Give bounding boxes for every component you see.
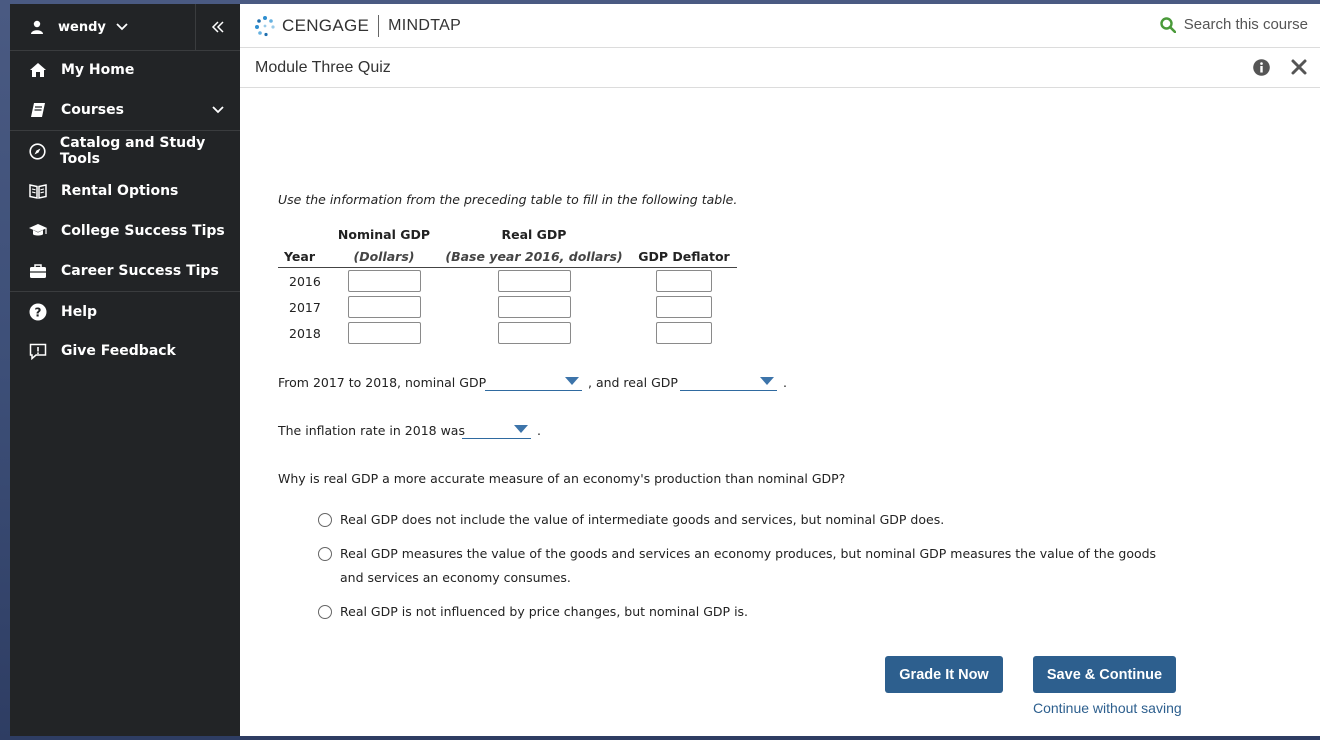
sidebar-item-label: Catalog and Study Tools xyxy=(59,135,206,167)
sidebar-item-career-tips[interactable] xyxy=(10,251,240,291)
option-label-3[interactable]: Real GDP is not influenced by price changes, but nominal GDP is. xyxy=(340,604,749,619)
user-name: wendy xyxy=(58,19,106,35)
close-icon[interactable] xyxy=(1290,58,1308,80)
table-header-rule xyxy=(278,267,737,268)
question-real-vs-nominal: Why is real GDP a more accurate measure of an economy's production than nominal GDP? xyxy=(278,471,846,486)
product-name: MINDTAP xyxy=(388,17,462,34)
option-radio-2[interactable] xyxy=(318,547,332,561)
info-icon[interactable] xyxy=(1253,59,1270,80)
year-label: 2017 xyxy=(289,300,321,315)
dropdown-arrow-icon xyxy=(565,377,579,385)
sidebar-item-label: Help xyxy=(61,304,98,320)
sidebar xyxy=(10,4,240,736)
sidebar-item-feedback[interactable] xyxy=(10,331,240,371)
question-nominal-prefix: From 2017 to 2018, nominal GDP xyxy=(278,375,487,390)
dropdown-arrow-icon xyxy=(760,377,774,385)
cengage-dots-icon xyxy=(254,15,276,37)
question-suffix: . xyxy=(537,423,541,438)
nominal-gdp-change-dropdown[interactable] xyxy=(485,373,582,391)
instruction-text: Use the information from the preceding table to fill in the following table. xyxy=(278,192,738,207)
dropdown-arrow-icon xyxy=(514,425,528,433)
header-nominal-sub: (Dollars) xyxy=(353,249,415,264)
nominal-gdp-2018-input[interactable] xyxy=(348,322,421,344)
header-real-sub: (Base year 2016, dollars) xyxy=(445,249,623,264)
brand-name: CENGAGE xyxy=(282,16,370,35)
gdp-deflator-2018-input[interactable] xyxy=(656,322,712,344)
header-nominal-gdp: Nominal GDP xyxy=(337,227,431,242)
gdp-deflator-2016-input[interactable] xyxy=(656,270,712,292)
sidebar-item-label: Career Success Tips xyxy=(61,263,219,279)
nominal-gdp-2016-input[interactable] xyxy=(348,270,421,292)
sidebar-item-label: College Success Tips xyxy=(61,223,225,239)
sidebar-item-label: Give Feedback xyxy=(61,343,176,359)
svg-text:?: ? xyxy=(34,305,42,320)
user-icon xyxy=(30,20,44,34)
help-icon xyxy=(28,303,48,321)
sidebar-item-college-tips[interactable] xyxy=(10,211,240,251)
sidebar-item-label: Courses xyxy=(61,102,124,118)
brand-divider xyxy=(378,15,379,37)
sidebar-item-label: My Home xyxy=(61,62,135,78)
real-gdp-2017-input[interactable] xyxy=(498,296,571,318)
collapse-sidebar-button[interactable] xyxy=(196,4,240,50)
year-label: 2016 xyxy=(289,274,321,289)
search-label: Search this course xyxy=(1183,16,1308,33)
chevron-down-icon xyxy=(212,102,224,118)
quiz-content xyxy=(240,88,1320,736)
search-icon xyxy=(1160,17,1176,33)
continue-without-saving-link[interactable]: Continue without saving xyxy=(1033,700,1182,716)
double-chevron-left-icon xyxy=(211,21,225,33)
real-gdp-2016-input[interactable] xyxy=(498,270,571,292)
sidebar-item-help[interactable] xyxy=(10,292,240,332)
graduation-cap-icon xyxy=(28,222,48,240)
cengage-logo[interactable] xyxy=(254,14,461,38)
book-icon xyxy=(28,101,48,119)
sidebar-item-my-home[interactable] xyxy=(10,50,240,90)
sidebar-item-label: Rental Options xyxy=(61,183,179,199)
option-label-2[interactable]: Real GDP measures the value of the goods and services an economy produces, but nominal GDP measures the value of the goods and services an economy consumes. xyxy=(340,546,1157,585)
header-year: Year xyxy=(284,249,315,264)
question-real-middle: , and real GDP xyxy=(588,375,678,390)
question-suffix: . xyxy=(783,375,787,390)
sidebar-item-rental[interactable] xyxy=(10,171,240,211)
year-label: 2018 xyxy=(289,326,321,341)
option-label-1[interactable]: Real GDP does not include the value of intermediate goods and services, but nominal GDP does. xyxy=(340,512,945,527)
option-radio-3[interactable] xyxy=(318,605,332,619)
header-real-gdp: Real GDP xyxy=(501,227,567,242)
briefcase-icon xyxy=(28,262,48,280)
question-inflation-prefix: The inflation rate in 2018 was xyxy=(278,423,465,438)
home-icon xyxy=(28,61,48,79)
sidebar-item-courses[interactable] xyxy=(10,90,240,130)
user-menu[interactable] xyxy=(10,4,196,50)
feedback-icon xyxy=(28,342,48,360)
inflation-rate-dropdown[interactable] xyxy=(462,421,531,439)
header-gdp-deflator: GDP Deflator xyxy=(638,249,730,264)
open-book-icon xyxy=(28,182,48,200)
nominal-gdp-2017-input[interactable] xyxy=(348,296,421,318)
save-continue-button[interactable]: Save & Continue xyxy=(1033,656,1176,693)
real-gdp-change-dropdown[interactable] xyxy=(680,373,777,391)
compass-icon xyxy=(28,142,47,160)
app-window xyxy=(10,4,1320,736)
top-header xyxy=(240,4,1320,48)
gdp-deflator-2017-input[interactable] xyxy=(656,296,712,318)
page-title: Module Three Quiz xyxy=(255,59,391,76)
sidebar-item-catalog[interactable] xyxy=(10,131,240,171)
chevron-down-icon xyxy=(116,23,128,31)
real-gdp-2018-input[interactable] xyxy=(498,322,571,344)
activity-titlebar xyxy=(240,48,1320,88)
option-radio-1[interactable] xyxy=(318,513,332,527)
grade-it-now-button[interactable]: Grade It Now xyxy=(885,656,1003,693)
course-search[interactable] xyxy=(1160,16,1308,33)
